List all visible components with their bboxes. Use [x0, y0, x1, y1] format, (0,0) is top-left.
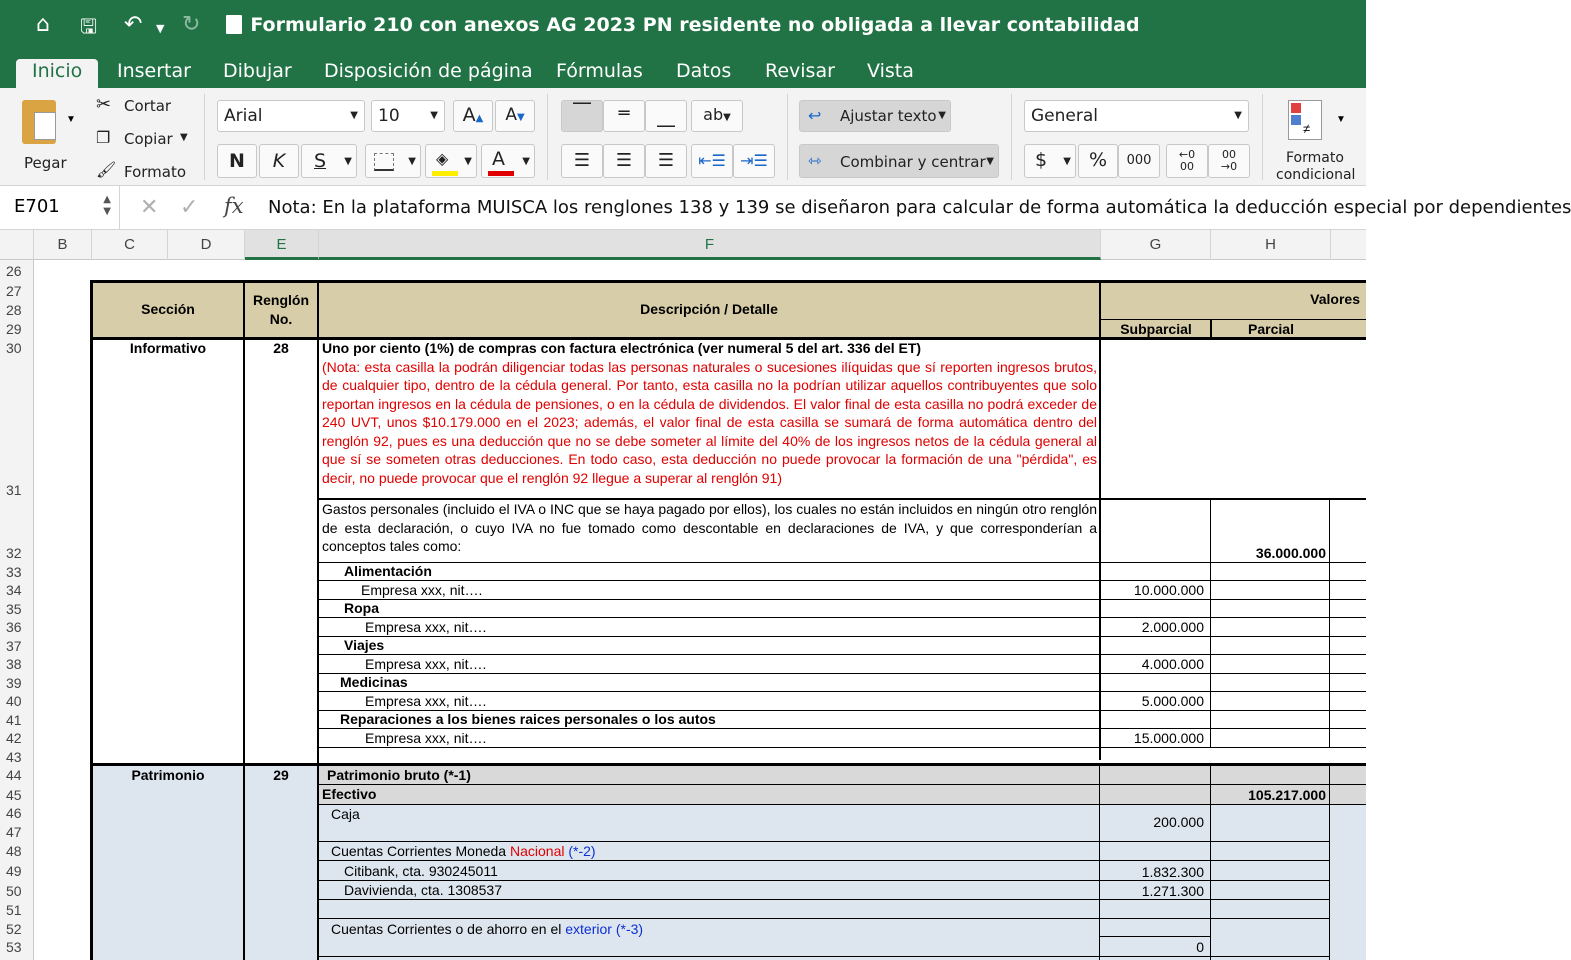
fill-color-swatch [432, 171, 458, 176]
font-color-icon: A [492, 148, 505, 170]
tab-disposicion[interactable]: Disposición de página [324, 60, 533, 82]
formula-bar [0, 186, 1571, 230]
align-left-icon[interactable]: ☰ [561, 144, 603, 178]
tab-dibujar[interactable]: Dibujar [223, 60, 292, 82]
row-header[interactable]: 49 [6, 863, 22, 879]
value-alimentacion[interactable]: 10.000.000 [1133, 581, 1204, 598]
cuentas-exterior[interactable] [331, 920, 1091, 939]
wrap-text-button[interactable] [799, 100, 951, 132]
font-color-swatch [488, 171, 514, 176]
merge-center-label: Combinar y centrar [840, 153, 986, 171]
fill-color-button[interactable] [425, 144, 477, 178]
value-ropa[interactable]: 2.000.000 [1141, 618, 1204, 635]
cuentas-exterior-highlight: exterior [565, 921, 612, 937]
row-header[interactable]: 29 [6, 321, 22, 337]
header-parcial: Parcial [1248, 321, 1294, 337]
row-header[interactable]: 35 [6, 601, 22, 617]
column-header-h[interactable]: H [1211, 230, 1331, 260]
window-title-text: Formulario 210 con anexos AG 2023 PN residente no obligada a llevar contabilidad [250, 14, 1140, 36]
borders-button[interactable] [365, 144, 421, 178]
row-header[interactable]: 32 [6, 545, 22, 561]
increase-font-icon[interactable]: A▲ [453, 100, 493, 132]
value-caja[interactable]: 200.000 [1153, 814, 1204, 830]
chevron-down-icon: ▼ [408, 156, 416, 167]
header-seccion: Sección [141, 301, 195, 317]
copy-dropdown-icon[interactable]: ▼ [180, 132, 188, 143]
patrimonio-bruto[interactable]: Patrimonio bruto (*-1) [327, 767, 471, 783]
confirm-icon[interactable]: ✓ [180, 194, 199, 219]
cell-reference: E701 [14, 196, 60, 217]
border [1329, 765, 1330, 960]
empresa-row[interactable]: Empresa xxx, nit…. [365, 692, 487, 709]
column-header-b[interactable]: B [34, 230, 92, 260]
header-valores: Valores [1310, 291, 1360, 307]
citibank[interactable]: Citibank, cta. 930245011 [344, 863, 498, 879]
column-header-g[interactable]: G [1101, 230, 1211, 260]
decrease-decimal-icon[interactable]: 00 →0 [1208, 144, 1250, 178]
font-name-select[interactable] [217, 100, 365, 132]
cuentas-nacional-ref: (*-2) [564, 843, 596, 859]
row-header[interactable]: 43 [6, 749, 22, 765]
increase-indent-icon[interactable]: ⇥☰ [733, 144, 775, 178]
chevron-down-icon: ▼ [1063, 156, 1071, 167]
empresa-row[interactable]: Empresa xxx, nit…. [365, 618, 487, 635]
copy-button[interactable]: Copiar [124, 130, 173, 148]
section-informativo[interactable]: Informativo [129, 340, 207, 356]
row-header[interactable]: 47 [6, 824, 22, 840]
ribbon-separator [204, 94, 205, 180]
row-header[interactable]: 39 [6, 675, 22, 691]
ribbon-separator [787, 94, 788, 180]
conditional-format-label-2: condicional [1276, 167, 1356, 183]
number-format-value: General [1031, 106, 1098, 126]
value-davivienda[interactable]: 1.271.300 [1141, 883, 1204, 899]
header-renglon: Renglón [253, 292, 309, 308]
percent-button[interactable]: % [1078, 144, 1118, 178]
cuentas-nacional-text: Cuentas Corrientes Moneda [331, 843, 510, 859]
name-box[interactable] [0, 186, 120, 230]
border [1099, 765, 1100, 960]
format-painter-icon[interactable]: 🖌 [96, 160, 117, 179]
chevron-down-icon: ▼ [522, 156, 530, 167]
underline-button[interactable] [301, 144, 357, 178]
paste-label: Pegar [24, 154, 67, 172]
efectivo-total[interactable]: 105.217.000 [1248, 787, 1326, 803]
row-header[interactable]: 34 [6, 582, 22, 598]
row-header[interactable]: 36 [6, 619, 22, 635]
formula-input[interactable]: Nota: En la plataforma MUISCA los renglones 138 y 139 se diseñaron para calcular de forma automática la deducción especial por dependientes [268, 197, 1571, 218]
chevron-down-icon: ▼ [350, 110, 358, 121]
row-line [1100, 936, 1210, 937]
ribbon-tabs [0, 56, 1366, 88]
undo-dropdown-icon[interactable]: ▼ [156, 22, 165, 35]
tab-formulas[interactable]: Fórmulas [556, 60, 643, 82]
cancel-icon[interactable]: ✕ [140, 194, 159, 219]
paste-sheet-icon [34, 112, 56, 140]
select-all-corner[interactable] [0, 230, 34, 260]
row-header[interactable]: 37 [6, 638, 22, 654]
cat-alimentacion[interactable]: Alimentación [344, 563, 432, 579]
cuentas-nacional-highlight: Nacional [510, 843, 565, 859]
undo-icon[interactable]: ↶ [124, 12, 143, 37]
function-icon[interactable]: fx [224, 194, 244, 218]
ribbon-separator [1262, 94, 1263, 180]
column-header-f[interactable]: F [319, 230, 1101, 260]
caja[interactable]: Caja [331, 806, 360, 822]
align-right-icon[interactable]: ☰ [645, 144, 687, 178]
number-format-select[interactable] [1024, 100, 1249, 132]
wrap-text-icon: ↩ [808, 106, 822, 125]
chevron-down-icon: ▼ [1336, 114, 1346, 125]
save-icon[interactable]: 🖫 [80, 14, 98, 38]
row-header[interactable]: 46 [6, 805, 22, 821]
header-renglon-no: No. [269, 311, 293, 327]
border [317, 280, 319, 960]
ribbon [0, 88, 1366, 186]
chevron-down-icon: ▼ [344, 156, 352, 167]
underline-label: S [314, 150, 327, 172]
chevron-down-icon: ▼ [1234, 110, 1242, 121]
align-bottom-icon[interactable]: ⎽ [645, 100, 687, 132]
column-header-d[interactable]: D [168, 230, 245, 260]
row-header[interactable]: 45 [6, 787, 22, 803]
row-header[interactable]: 30 [6, 340, 22, 356]
border [243, 280, 245, 960]
row-line [319, 747, 1366, 748]
italic-button[interactable]: K [259, 144, 299, 178]
conditional-format-label-1: Formato [1286, 150, 1344, 166]
paste-dropdown-icon[interactable]: ▼ [66, 114, 76, 125]
r28-note[interactable]: (Nota: esta casilla la podrán diligenciar todas las personas naturales o sucesiones ilíquidas que sí reporten ingresos brutos, de cualquier tipo, dentro de la cédula general. Por tanto, esta casilla no la podrían utilizar aquellos contribuyentes que solo reportan ingresos en la cédula de pensiones, o en la cédula de dividendos. El valor final de esta casilla no podrá exceder de 240 UVT, unos $10.179.000 en el 2023; además, el valor final de esta casilla se sumará de forma automática dentro del renglón 92, pues es una deducción que no se debe someter al límite del 40% de los ingresos netos de la cédula general al que sí se someten otras deducciones. En todo caso, esta deducción no puede provocar la formación de una "pérdida", es decir, no puede provocar que el renglón 92 llegue a superar al renglón 91) [322, 358, 1097, 486]
stepper-icon[interactable]: ▲ ▼ [103, 194, 111, 217]
empresa-row[interactable]: Empresa xxx, nit…. [361, 581, 483, 598]
borders-icon [374, 153, 394, 171]
tab-vista[interactable]: Vista [867, 60, 914, 82]
decrease-indent-icon[interactable]: ⇤☰ [691, 144, 733, 178]
header-subparcial: Subparcial [1120, 321, 1192, 337]
cat-ropa[interactable]: Ropa [344, 600, 379, 616]
tab-inicio[interactable]: Inicio [16, 59, 98, 88]
currency-button[interactable] [1024, 144, 1076, 178]
worksheet-grid[interactable] [34, 260, 1366, 960]
ribbon-separator [1011, 94, 1012, 180]
gastos-total[interactable]: 36.000.000 [1255, 545, 1326, 561]
font-size-select[interactable] [371, 100, 445, 132]
align-top-icon[interactable]: ⎺ [561, 100, 603, 132]
r28-title[interactable]: Uno por ciento (1%) de compras con factura electrónica (ver numeral 5 del art. 336 del ET) [322, 340, 922, 356]
tab-datos[interactable]: Datos [676, 60, 732, 82]
wrap-text-label: Ajustar texto [840, 107, 937, 125]
cat-reparaciones[interactable]: Reparaciones a los bienes raices personales o los autos [340, 711, 716, 727]
border [90, 280, 93, 960]
row-line [319, 918, 1330, 919]
cut-button[interactable]: Cortar [124, 97, 172, 115]
font-size-value: 10 [378, 106, 400, 126]
align-middle-icon[interactable]: ═ [603, 100, 645, 132]
column-header-e[interactable]: E [245, 230, 319, 260]
row-header[interactable]: 27 [6, 283, 22, 299]
font-color-button[interactable] [481, 144, 535, 178]
row-header[interactable]: 41 [6, 712, 22, 728]
header-descripcion: Descripción / Detalle [640, 301, 778, 317]
copy-icon[interactable]: ❐ [96, 128, 111, 147]
format-painter-button[interactable]: Formato [124, 163, 187, 181]
cat-medicinas[interactable]: Medicinas [340, 674, 408, 690]
cuentas-exterior-text: Cuentas Corrientes o de ahorro en el [331, 921, 566, 937]
gastos-personales[interactable]: Gastos personales (incluido el IVA o INC que se haya pagado por ellos), los cuales no están incluidos en ningún otro renglón de esta declaración, o cuyo IVA no fue tomado como descontable en declaraciones de IVA, y que corresponderían a conceptos tales como: [322, 501, 1097, 554]
cat-viajes[interactable]: Viajes [344, 637, 385, 653]
border [1210, 765, 1211, 960]
row-header[interactable]: 52 [6, 921, 22, 937]
row-header[interactable]: 51 [6, 902, 22, 918]
cuentas-exterior-ref: (*-3) [611, 921, 644, 937]
davivienda[interactable]: Davivienda, cta. 1308537 [344, 882, 502, 898]
font-name-value: Arial [224, 106, 263, 126]
orientation-icon[interactable]: ab▼ [691, 100, 743, 132]
value-citibank[interactable]: 1.832.300 [1141, 864, 1204, 880]
ribbon-separator [547, 94, 548, 180]
empresa-row[interactable]: Empresa xxx, nit…. [365, 729, 487, 746]
increase-decimal-icon[interactable]: ←0 00 [1166, 144, 1208, 178]
border [90, 280, 1366, 283]
row-headers [0, 260, 34, 960]
chevron-down-icon: ▼ [464, 156, 472, 167]
row-header[interactable]: 44 [6, 767, 22, 783]
scissors-icon[interactable]: ✂ [96, 94, 112, 115]
conditional-format-button[interactable] [1270, 92, 1362, 182]
thousands-button[interactable]: 000 [1118, 144, 1160, 178]
merge-center-button[interactable] [799, 144, 999, 178]
conditional-format-icon: ≠ [1288, 100, 1322, 140]
cuentas-nacional[interactable] [331, 842, 1091, 861]
efectivo[interactable]: Efectivo [322, 786, 377, 802]
empresa-row[interactable]: Empresa xxx, nit…. [365, 655, 487, 672]
row-header[interactable]: 31 [6, 482, 22, 498]
row-header[interactable]: 42 [6, 730, 22, 746]
tab-insertar[interactable]: Insertar [117, 60, 191, 82]
border [1099, 280, 1101, 760]
row-header[interactable]: 26 [6, 263, 22, 279]
value-medicinas[interactable]: 5.000.000 [1141, 692, 1204, 709]
tab-revisar[interactable]: Revisar [765, 60, 835, 82]
redo-icon: ↻ [182, 12, 201, 37]
home-icon[interactable]: ⌂ [36, 12, 50, 37]
document-icon [226, 15, 242, 34]
paste-button[interactable] [16, 94, 80, 180]
column-headers [0, 230, 1366, 260]
row-header[interactable]: 50 [6, 883, 22, 899]
bold-button[interactable]: N [217, 144, 257, 178]
renglon-29[interactable]: 29 [273, 767, 289, 783]
merge-icon: ⇿ [808, 151, 822, 170]
row-header[interactable]: 28 [6, 302, 22, 318]
chevron-down-icon: ▼ [986, 156, 994, 167]
fill-bucket-icon: ◈ [436, 149, 449, 168]
row-header[interactable]: 38 [6, 656, 22, 672]
value-reparaciones[interactable]: 15.000.000 [1133, 729, 1204, 746]
row-header[interactable]: 53 [6, 939, 22, 955]
renglon-28[interactable]: 28 [273, 340, 289, 356]
value-exterior[interactable]: 0 [1196, 939, 1204, 955]
align-center-icon[interactable]: ☰ [603, 144, 645, 178]
column-header-c[interactable]: C [92, 230, 168, 260]
chevron-down-icon: ▼ [938, 110, 946, 121]
section-patrimonio[interactable]: Patrimonio [131, 767, 205, 783]
value-viajes[interactable]: 4.000.000 [1141, 655, 1204, 672]
decrease-font-icon[interactable]: A▼ [495, 100, 535, 132]
chevron-down-icon: ▼ [430, 110, 438, 121]
currency-label: $ [1035, 149, 1048, 171]
title-bar [0, 0, 1366, 56]
row-header[interactable]: 48 [6, 843, 22, 859]
window-title [0, 14, 1366, 36]
row-header[interactable]: 33 [6, 564, 22, 580]
row-header[interactable]: 40 [6, 693, 22, 709]
